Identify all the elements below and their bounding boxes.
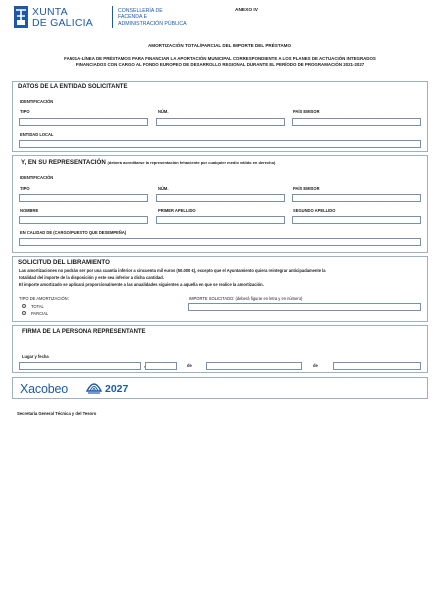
- identificacion-label: IDENTIFICACIÓN: [20, 99, 54, 104]
- org-line-2: DE GALICIA: [32, 17, 93, 29]
- org-name: [32, 7, 93, 29]
- page-header: [14, 4, 434, 32]
- document-subtitle: [30, 56, 410, 69]
- rep-tipo-label: TIPO: [20, 186, 30, 191]
- section-libramiento: [12, 256, 428, 322]
- nombre-field[interactable]: [19, 216, 148, 224]
- month-field[interactable]: [206, 362, 302, 370]
- firma-title: FIRMA DE LA PERSONA REPRESENTANTE: [22, 329, 146, 335]
- rep-tipo-field[interactable]: [19, 194, 148, 202]
- pais-label: PAÍS EMISOR: [293, 109, 320, 114]
- dept-line-1: CONSELLERÍA DE: [118, 8, 163, 14]
- xunta-logo-icon: [14, 6, 28, 28]
- day-field[interactable]: [145, 362, 177, 370]
- section-solicitante: [12, 81, 428, 152]
- section-representacion: [12, 155, 428, 253]
- org-line-1: XUNTA: [32, 6, 68, 18]
- rep-title: Y, EN SU REPRESENTACIÓN: [21, 159, 106, 166]
- rep-num-label: NÚM.: [158, 186, 169, 191]
- header-divider: [112, 6, 113, 28]
- importe-field[interactable]: [188, 303, 421, 311]
- entidad-label: ENTIDAD LOCAL: [20, 132, 54, 137]
- parcial-radio[interactable]: [22, 311, 26, 315]
- annex-label: ANEXO IV: [235, 8, 258, 13]
- tipo-label: TIPO: [20, 109, 30, 114]
- rep-pais-field[interactable]: [292, 194, 421, 202]
- importe-label: IMPORTE SOLICITADO: (deberá figurar en letra y en número): [189, 296, 303, 301]
- rep-num-field[interactable]: [156, 194, 285, 202]
- pais-field[interactable]: [292, 118, 421, 126]
- libramiento-text-2: totalidad del importe de la disposición y este sea inferior a dicha cantidad.: [19, 275, 164, 280]
- rep-identificacion-label: IDENTIFICACIÓN: [20, 175, 54, 180]
- apellido2-field[interactable]: [292, 216, 421, 224]
- de-separator-2: de: [313, 363, 318, 368]
- section-firma: [12, 325, 428, 373]
- xacobeo-name: Xacobeo: [20, 382, 68, 396]
- subtitle-line-2: FINANCIADOS CON CARGO AL FONDO EUROPEO DE DESARROLLO REGIONAL DURANTE EL PERÍODO DE PROGRAMACIÓN 2021-2027: [75, 62, 365, 68]
- libramiento-title: SOLICITUD DEL LIBRAMIENTO: [18, 259, 110, 266]
- dept-line-3: ADMINISTRACIÓN PÚBLICA: [118, 20, 187, 27]
- apellido1-field[interactable]: [156, 216, 285, 224]
- num-field[interactable]: [156, 118, 285, 126]
- department-name: [118, 8, 187, 27]
- section-title-rep: [21, 159, 275, 166]
- calidad-field[interactable]: [19, 238, 421, 246]
- total-radio[interactable]: [22, 304, 26, 308]
- footer-department: Secretaría General Técnica y del Tesoro: [17, 411, 97, 416]
- num-label: NÚM.: [158, 109, 169, 114]
- year-field[interactable]: [333, 362, 421, 370]
- dept-line-2: FACENDA E: [118, 14, 148, 21]
- rep-pais-label: PAÍS EMISOR: [293, 186, 320, 191]
- de-separator-1: de: [187, 363, 192, 368]
- section-title: DATOS DE LA ENTIDAD SOLICITANTE: [18, 84, 128, 90]
- lugar-field[interactable]: [19, 362, 141, 370]
- subtitle-line-1: FA501A-LÍNEA DE PRÉSTAMOS PARA FINANCIAR LA APORTACIÓN MUNICIPAL CORRESPONDIENTE A LOS PLANES DE ACTUACIÓN INTEGRADOS: [64, 56, 376, 61]
- lugar-label: Lugar y fecha: [22, 354, 49, 359]
- tipo-amortizacion-label: TIPO DE AMORTIZACIÓN:: [19, 296, 69, 301]
- document-title: AMORTIZACIÓN TOTAL/PARCIAL DEL IMPORTE DEL PRÉSTAMO: [147, 43, 292, 48]
- libramiento-text-1: Las amortizaciones no podrán ser por una cuantía inferior a cincuenta mil euros (50.000 €), excepto que el Ayuntamiento quiera reintegrar anticipadamente la: [19, 268, 326, 273]
- parcial-label: PARCIAL: [31, 311, 49, 316]
- apellido1-label: PRIMER APELLIDO: [158, 208, 196, 213]
- libramiento-text-3: El importe amortizado se aplicará proporcionalmente a las anualidades siguientes a aquella en que se realice la amortización.: [19, 282, 264, 287]
- total-label: TOTAL: [31, 304, 44, 309]
- xacobeo-banner: [12, 377, 428, 399]
- xacobeo-shell-icon: [86, 381, 102, 395]
- rep-title-note: (deberá acreditarse la representación fehaciente por cualquier medio válido en derecho): [107, 160, 276, 165]
- xacobeo-year: 2027: [105, 383, 129, 395]
- calidad-label: EN CALIDAD DE (CARGO/PUESTO QUE DESEMPEÑA): [20, 230, 127, 235]
- tipo-field[interactable]: [19, 118, 148, 126]
- entidad-field[interactable]: [19, 140, 421, 148]
- nombre-label: NOMBRE: [20, 208, 39, 213]
- apellido2-label: SEGUNDO APELLIDO: [293, 208, 336, 213]
